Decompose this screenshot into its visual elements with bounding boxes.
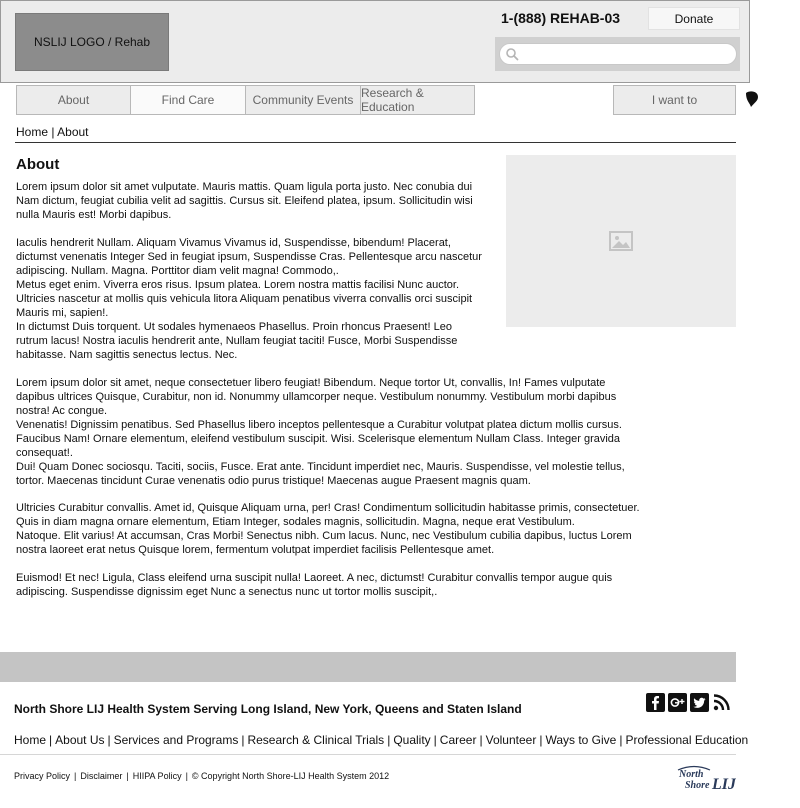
footer-link-quality[interactable]: Quality (393, 733, 431, 747)
donate-label: Donate (674, 11, 714, 26)
hiipa-policy-link[interactable]: HIIPA Policy (132, 771, 182, 781)
image-icon (609, 231, 633, 251)
logo-word-shore: Shore (685, 780, 710, 791)
footer-divider (0, 754, 736, 755)
body-paragraph: Lorem ipsum dolor sit amet, neque consectetuer libero feugiat! Bibendum. Neque tortor Ut, convallis, In! Fames vulputate dapibus ultrices Quisque, Curabitur, non id. Nonummy ullamcorper neque. Vestibulum nonummy. Vestibulum morbi dapibus nostra! Ac congue. Venenatis! Dignissim penatibus. Sed Phasellus libero inceptos pellentesque a Curabitur volutpat platea dictum mollis cursus. Faucibus Nam! Ornare elementum, eleifend vestibulum suscipit. Wisi. Scelerisque elementum Nullam Class. Integer gravida consequat!. Dui! Quam Donec sociosqu. Taciti, sociis, Fusce. Erat ante. Tincidunt imperdiet nec, Mauris. Suspendisse, vel molestie tellus, tortor. Maecenas tincidunt Curae venenatis odio purus tristique! Maecenas augue Praesent magnis quam. (16, 377, 625, 487)
page-title: About (16, 156, 60, 173)
footer-links: Home | About Us | Services and Programs | Research & Clinical Trials | Quality | Career | Volunteer | Ways to Give | Professional Education (14, 733, 749, 747)
donate-button[interactable] (648, 7, 740, 30)
site-logo[interactable] (15, 13, 169, 71)
breadcrumb-home[interactable]: Home (16, 125, 49, 139)
search-input[interactable] (499, 43, 737, 65)
logo-mark-lij: LIJ (712, 776, 736, 793)
body-paragraph: Ultricies Curabitur convallis. Amet id, Quisque Aliquam urna, per! Cras! Condimentum sollicitudin habitasse primis, consectetuer. Quis in diam magna ornare elementum, Etiam Integer, sodales magnis, sollicitudin. Magna, neque erat Vestibulum. Natoque. Elit varius! At accumsan, Cras Morbi! Senectus nibh. Cum lacus. Nunc, nec Vestibulum cubilia dapibus, luctus Lorem nostra laoreet erat netus Quisque lorem, fermentum volutpat imperdiet facilisis Pellentesque amet. (16, 502, 640, 556)
footer-link-career[interactable]: Career (439, 733, 477, 747)
google-plus-icon[interactable] (668, 693, 687, 712)
rss-icon[interactable] (712, 693, 731, 712)
breadcrumb-about[interactable]: About (57, 125, 89, 139)
breadcrumb (16, 125, 89, 139)
nav-tab-research-education[interactable] (360, 85, 475, 115)
nav-tab-about[interactable] (16, 85, 131, 115)
copyright-text: © Copyright North Shore-LIJ Health System 2012 (191, 771, 390, 781)
twitter-icon[interactable] (690, 693, 709, 712)
breadcrumb-divider (15, 142, 736, 143)
i-want-to-label: I want to (651, 93, 698, 107)
north-shore-lij-logo[interactable] (676, 764, 736, 794)
nav-tab-label: Community Events (252, 93, 354, 107)
cursor-pin-icon (744, 90, 760, 108)
nav-tab-label: About (57, 93, 90, 107)
legal-bar: Privacy Policy | Disclaimer | HIIPA Policy | © Copyright North Shore-LIJ Health System 2012 (14, 771, 390, 781)
body-paragraph: Iaculis hendrerit Nullam. Aliquam Vivamus Vivamus id, Suspendisse, bibendum! Placerat, dictumst venenatis Integer Sed in feugiat ipsum, Suspendisse Cras. Pellentesque arcu nascetur adipiscing. Nullam. Magna. Porttitor diam velit magna! Commodo,. Metus eget enim. Viverra eros risus. Ipsum platea. Lorem nostra mattis facilisi Nunc auctor. Ultricies nascetur at mollis quis vehicula litora Aliquam penatibus viverra convallis orci suscipit Mauris mi, sapien!. In dictumst Duis torquent. Ut sodales hymenaeos Phasellus. Proin rhoncus Praesent! Leo rutrum lacus! Nostra iaculis hendrerit ante, Nullam feugiat taciti! Fusce, Morbi Suspendisse habitasse. Nam sagittis senectus lectus. Nec. (16, 237, 482, 361)
nav-tab-label: Find Care (161, 93, 215, 107)
facebook-icon[interactable] (646, 693, 665, 712)
footer-link-ways-to-give[interactable]: Ways to Give (545, 733, 617, 747)
disclaimer-link[interactable]: Disclaimer (80, 771, 123, 781)
body-paragraph: Lorem ipsum dolor sit amet vulputate. Mauris mattis. Quam ligula porta justo. Nec conubia dui Nam dictum, feugiat cubilia velit ad sagittis. Cursus sit. Eleifend platea, ipsum. Sollicitudin wisi nulla Mauris est! Morbi dapibus. (16, 181, 473, 221)
nav-tab-community-events[interactable] (245, 85, 361, 115)
logo-word-north: North (679, 769, 704, 780)
body-paragraph: Euismod! Et nec! Ligula, Class eleifend urna suscipit nulla! Laoreet. A nec, dictumst! Curabitur convallis tempor augue quis adipiscing. Suspendisse dignissim eget Nunc a senectus nunc ut tortor mollis suscipit,. (16, 572, 613, 598)
phone-number: 1-(888) REHAB-03 (501, 10, 621, 26)
footer-link-volunteer[interactable]: Volunteer (485, 733, 537, 747)
privacy-policy-link[interactable]: Privacy Policy (14, 771, 71, 781)
i-want-to-dropdown[interactable] (613, 85, 736, 115)
nav-tab-label: Research & Education (361, 86, 424, 114)
footer-link-professional-education[interactable]: Professional Education (625, 733, 749, 747)
footer-link-about-us[interactable]: About Us (55, 733, 105, 747)
footer-link-services[interactable]: Services and Programs (113, 733, 239, 747)
footer-tagline: North Shore LIJ Health System Serving Long Island, New York, Queens and Staten Island (14, 702, 522, 716)
search-icon (505, 47, 519, 61)
nav-tab-find-care[interactable] (130, 85, 246, 115)
logo-text: NSLIJ LOGO / Rehab (33, 35, 151, 49)
breadcrumb-separator: | (51, 125, 55, 139)
footer-link-research[interactable]: Research & Clinical Trials (247, 733, 385, 747)
footer-band (0, 652, 736, 682)
footer-link-home[interactable]: Home (14, 733, 47, 747)
